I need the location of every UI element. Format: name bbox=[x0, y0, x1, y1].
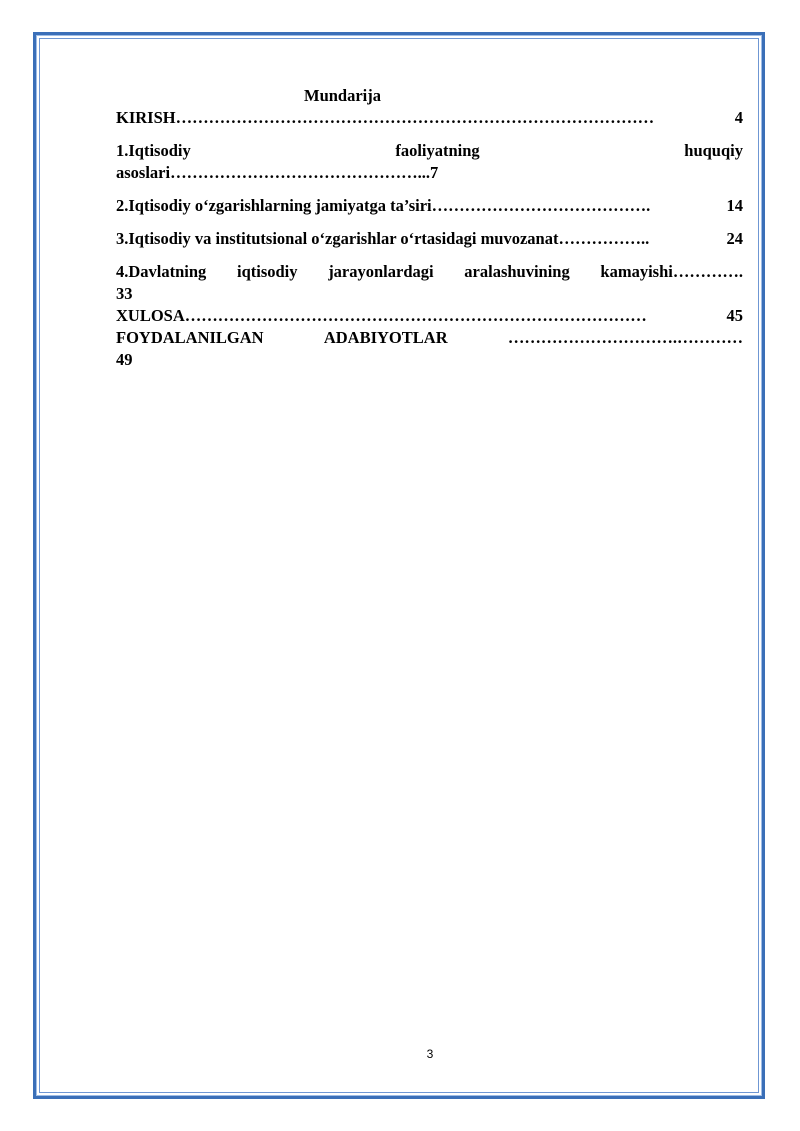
toc-entry-label: asoslari………………………………………...7 bbox=[116, 163, 439, 182]
toc-entry-page: 49 bbox=[116, 350, 133, 369]
toc-entry-label: KIRISH bbox=[116, 108, 176, 127]
toc-entry-word: faoliyatning bbox=[395, 141, 480, 160]
toc-leader-dots: …………….. bbox=[558, 229, 650, 248]
toc-entry-page: 33 bbox=[116, 284, 133, 303]
toc-entry-word: 1.Iqtisodiy bbox=[116, 141, 191, 160]
toc-entry-1[interactable] bbox=[116, 140, 743, 162]
toc-entry-4-page-line bbox=[116, 283, 743, 305]
toc-entry-word: FOYDALANILGAN bbox=[116, 328, 264, 347]
toc-entry-kirish[interactable] bbox=[116, 107, 743, 129]
page-number: 3 bbox=[426, 1047, 434, 1061]
toc-entry-2[interactable] bbox=[116, 195, 743, 217]
table-of-contents bbox=[116, 85, 743, 371]
toc-entry-label: 3.Iqtisodiy va institutsional o‘zgarishlar o‘rtasidagi muvozanat bbox=[116, 229, 559, 248]
toc-entry-1-continuation[interactable] bbox=[116, 162, 743, 184]
toc-entry-page: 14 bbox=[726, 196, 743, 215]
toc-title: Mundarija bbox=[304, 86, 382, 105]
toc-entry-xulosa[interactable] bbox=[116, 305, 743, 327]
toc-entry-foydalanilgan-page-line bbox=[116, 349, 743, 371]
toc-entry-word: iqtisodiy bbox=[236, 262, 298, 281]
toc-entry-word: kamayishi…………. bbox=[600, 262, 743, 281]
toc-entry-word: aralashuvining bbox=[464, 262, 570, 281]
toc-entry-3[interactable] bbox=[116, 228, 743, 250]
toc-entry-label: XULOSA bbox=[116, 306, 185, 325]
toc-entry-word: ………………………….………… bbox=[507, 328, 743, 347]
toc-entry-page: 24 bbox=[726, 229, 743, 248]
toc-leader-dots: …………………………………. bbox=[431, 196, 651, 215]
toc-entry-page: 45 bbox=[726, 306, 743, 325]
toc-leader-dots: …………………………………………………………………………… bbox=[175, 108, 655, 127]
toc-entry-word: ADABIYOTLAR bbox=[323, 328, 448, 347]
toc-entry-label: 2.Iqtisodiy o‘zgarishlarning jamiyatga ta’siri bbox=[116, 196, 432, 215]
toc-entry-word: huquqiy bbox=[684, 141, 743, 160]
toc-entry-foydalanilgan[interactable] bbox=[116, 327, 743, 349]
toc-entry-word: jarayonlardagi bbox=[328, 262, 434, 281]
toc-entry-word: 4.Davlatning bbox=[116, 262, 207, 281]
toc-entry-page: 4 bbox=[734, 108, 743, 127]
toc-entry-4[interactable] bbox=[116, 261, 743, 283]
toc-leader-dots: ………………………………………………………………………… bbox=[184, 306, 647, 325]
